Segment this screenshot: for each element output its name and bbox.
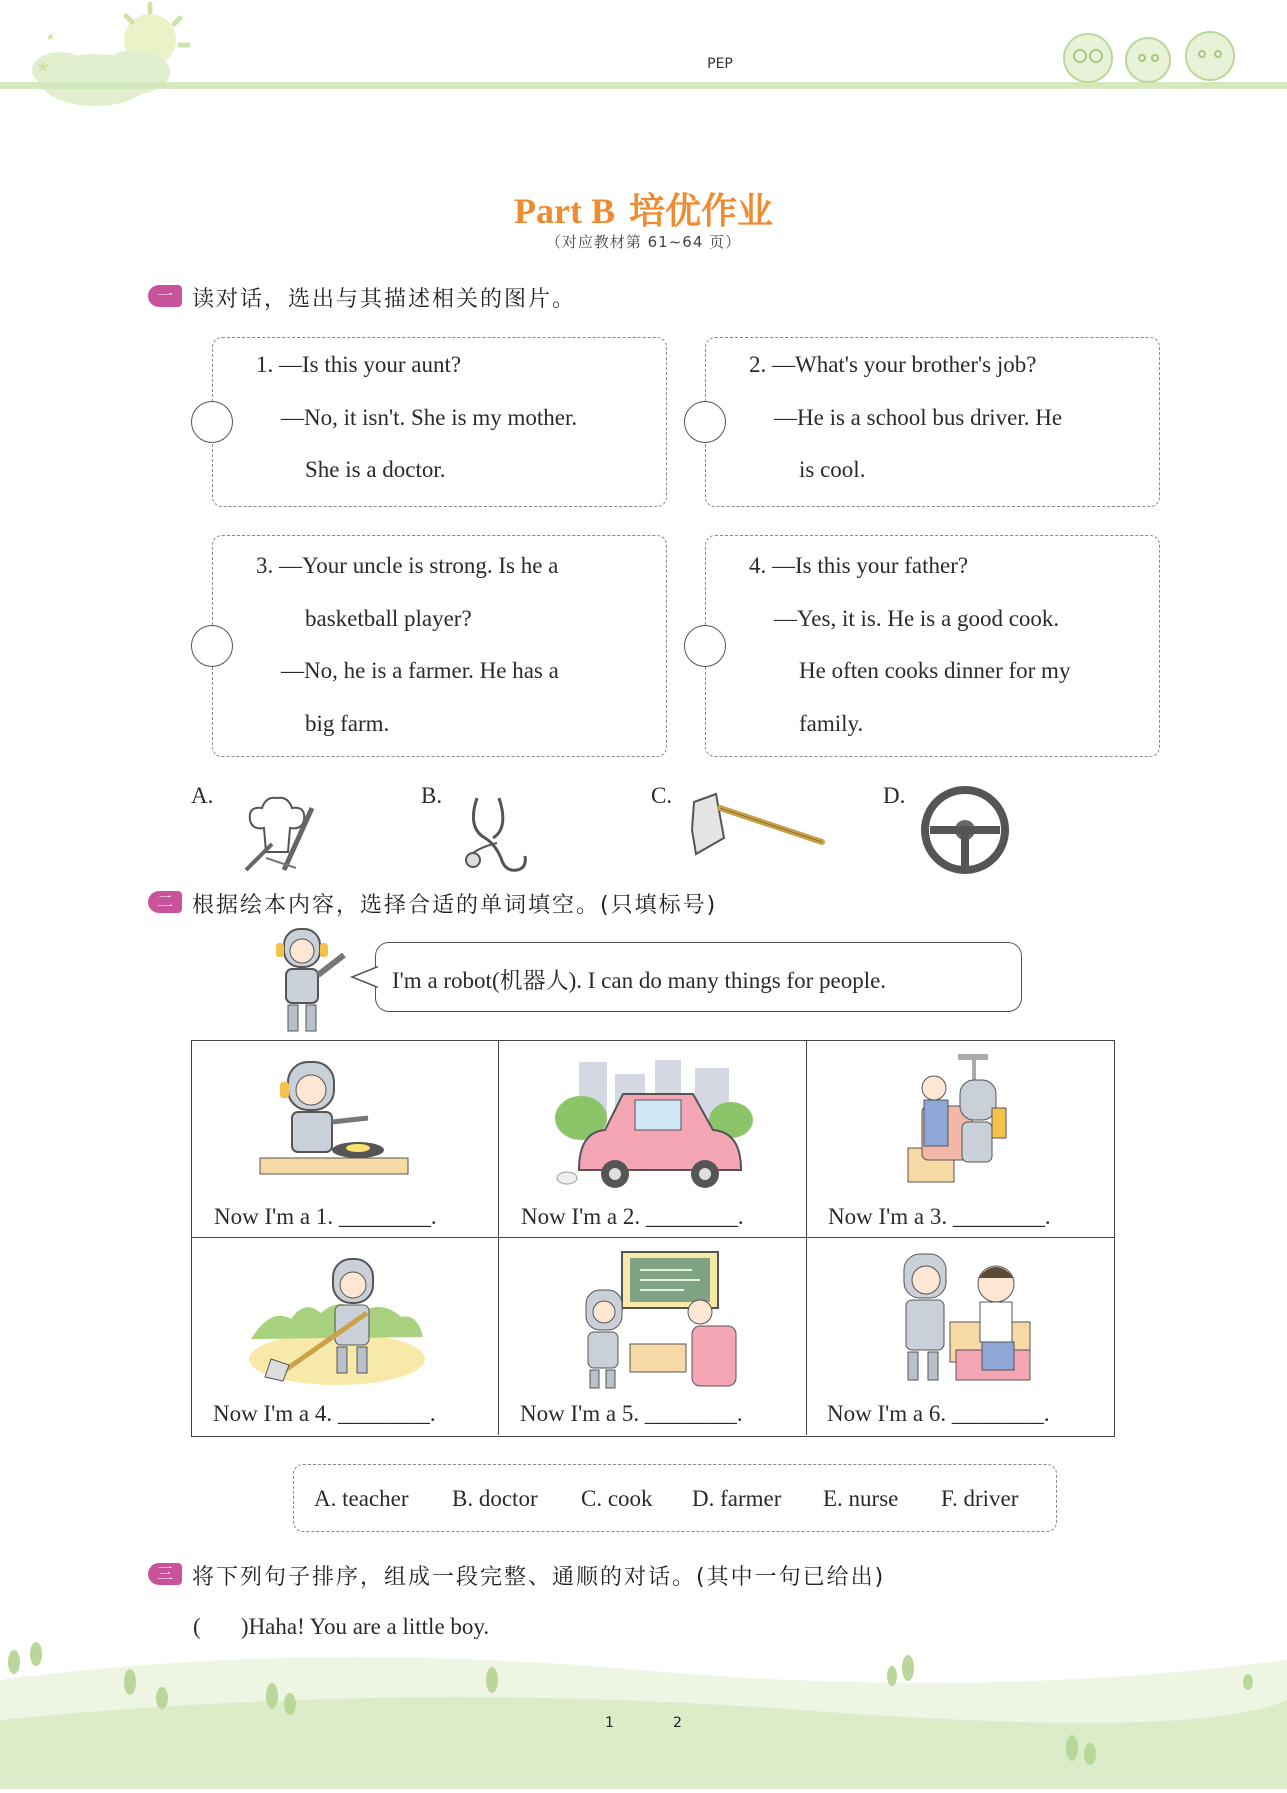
dialogue-3-line-2: basketball player? xyxy=(305,606,472,631)
fill-blank-1[interactable]: Now I'm a 1. ________. xyxy=(214,1204,437,1229)
option-c-label: C. xyxy=(651,783,673,808)
fill-blank-2[interactable]: Now I'm a 2. ________. xyxy=(521,1204,744,1229)
hoe-icon xyxy=(688,790,828,864)
option-a-label: A. xyxy=(191,783,214,808)
section-2-badge: 二 xyxy=(148,891,182,913)
svg-text:★: ★ xyxy=(36,57,51,76)
dialogue-2-line-3: is cool. xyxy=(799,457,866,482)
robot-illustration xyxy=(272,925,362,1039)
page-number-right: 2 xyxy=(673,1715,682,1731)
robot-driver-illustration xyxy=(555,1058,755,1198)
fill-blank-5[interactable]: Now I'm a 5. ________. xyxy=(520,1401,743,1426)
robot-farmer-illustration xyxy=(247,1255,427,1389)
word-bank-option-f: F. driver xyxy=(941,1486,1019,1511)
dialogue-2-line-1: 2. —What's your brother's job? xyxy=(749,352,1037,377)
header-decoration-left xyxy=(0,0,200,110)
dialogue-4-line-3: He often cooks dinner for my xyxy=(799,658,1071,683)
page-title xyxy=(0,183,1287,234)
fill-blank-6[interactable]: Now I'm a 6. ________. xyxy=(827,1401,1050,1426)
dialogue-1-line-1: 1. —Is this your aunt? xyxy=(256,352,462,377)
fill-blank-4[interactable]: Now I'm a 4. ________. xyxy=(213,1401,436,1426)
word-bank-option-a: A. teacher xyxy=(314,1486,409,1511)
dialogue-4-line-2: —Yes, it is. He is a good cook. xyxy=(774,606,1060,631)
dialogue-4-line-4: family. xyxy=(799,711,864,736)
ordering-sentence-1[interactable]: ( )Haha! You are a little boy. xyxy=(193,1614,490,1639)
cloud-sun-icon xyxy=(0,0,200,110)
title-en: Part B xyxy=(514,191,615,231)
word-bank-option-b: B. doctor xyxy=(452,1486,538,1511)
section-3-heading: 将下列句子排序，组成一段完整、通顺的对话。(其中一句已给出) xyxy=(192,1565,886,1590)
chef-hat-icon xyxy=(232,788,322,882)
steering-wheel-icon xyxy=(920,785,1010,879)
footer-hills xyxy=(0,1640,1287,1789)
answer-circle-1[interactable] xyxy=(191,401,233,443)
option-d-label: D. xyxy=(883,783,906,808)
dialogue-4-line-1: 4. —Is this your father? xyxy=(749,553,969,578)
word-bank-option-e: E. nurse xyxy=(823,1486,899,1511)
dialogue-1-line-3: She is a doctor. xyxy=(305,457,446,482)
stethoscope-icon xyxy=(455,790,535,884)
section-3-badge: 三 xyxy=(148,1563,182,1585)
word-bank-option-c: C. cook xyxy=(581,1486,653,1511)
robot-nurse-illustration xyxy=(900,1052,1030,1188)
header-decoration-right xyxy=(1060,20,1260,88)
speech-bubble-text: I'm a robot(机器人). I can do many things for people. xyxy=(392,968,887,993)
robot-doctor-illustration xyxy=(900,1250,1040,1394)
fill-blank-3[interactable]: Now I'm a 3. ________. xyxy=(828,1204,1051,1229)
dialogue-3-line-4: big farm. xyxy=(305,711,390,736)
dialogue-1-line-2: —No, it isn't. She is my mother. xyxy=(281,405,578,430)
section-1-badge: 一 xyxy=(148,285,182,307)
answer-circle-4[interactable] xyxy=(684,625,726,667)
section-1-heading: 读对话，选出与其描述相关的图片。 xyxy=(192,287,577,312)
animal-faces-icon xyxy=(1060,20,1260,88)
speech-bubble-tail xyxy=(350,965,380,993)
page-subtitle: （对应教材第 61~64 页） xyxy=(545,233,742,251)
word-bank-option-d: D. farmer xyxy=(692,1486,782,1511)
dialogue-2-line-2: —He is a school bus driver. He xyxy=(774,405,1063,430)
dialogue-3-line-3: —No, he is a farmer. He has a xyxy=(281,658,559,683)
option-b-label: B. xyxy=(421,783,443,808)
robot-cook-illustration xyxy=(258,1058,418,1182)
answer-circle-2[interactable] xyxy=(684,401,726,443)
answer-circle-3[interactable] xyxy=(191,625,233,667)
dialogue-3-line-1: 3. —Your uncle is strong. Is he a xyxy=(256,553,559,578)
robot-teacher-illustration xyxy=(580,1250,740,1394)
title-cn: 培优作业 xyxy=(628,191,773,232)
header-label: PEP xyxy=(707,56,733,72)
svg-text:★: ★ xyxy=(46,32,55,43)
page-number-left: 1 xyxy=(605,1715,614,1731)
section-2-heading: 根据绘本内容，选择合适的单词填空。(只填标号) xyxy=(192,893,718,918)
